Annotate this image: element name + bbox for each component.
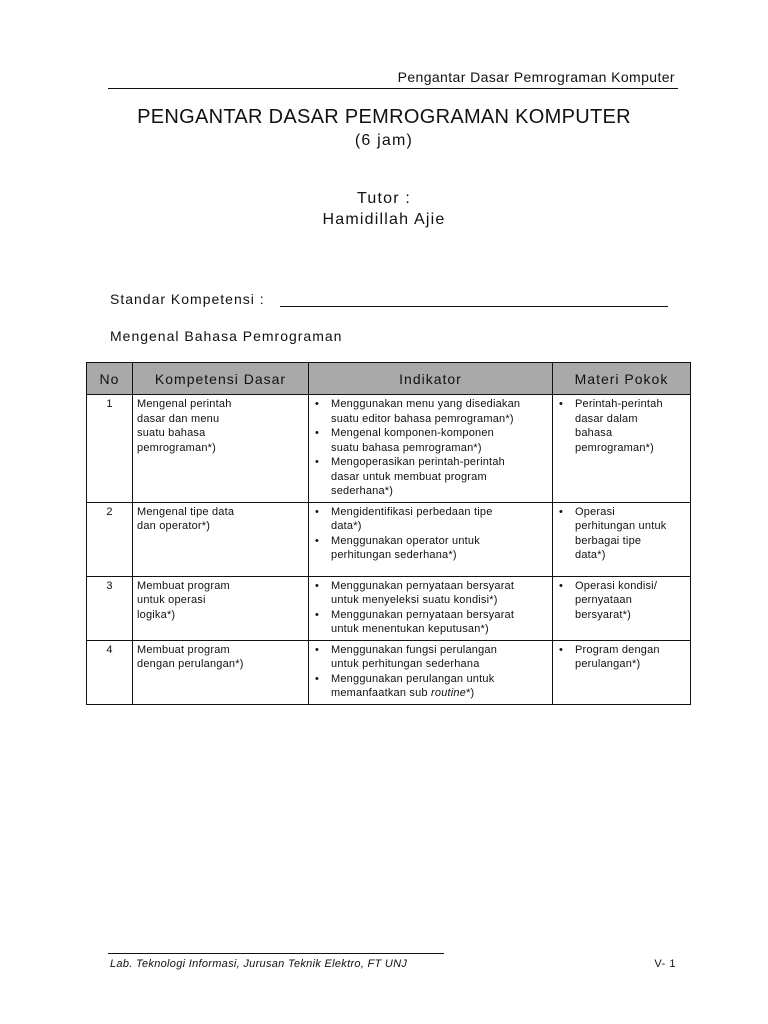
indikator-cell: [309, 576, 553, 640]
materi-item: [557, 643, 686, 672]
text-line: • Menggunakan pernyataan bersyarat: [331, 608, 515, 621]
text-line: bersyarat*): [575, 608, 631, 621]
row-number: 4: [87, 640, 133, 704]
materi-cell: [553, 502, 691, 576]
indikator-item: [313, 426, 548, 455]
kompetensi-cell: [133, 576, 309, 640]
text-segment: memanfaatkan sub: [331, 687, 432, 699]
indikator-cell: [309, 640, 553, 704]
text-line: pernyataan: [575, 594, 633, 606]
tutor-label: Tutor :: [356, 190, 412, 207]
running-header: Pengantar Dasar Pemrograman Komputer: [397, 69, 675, 85]
text-line: bahasa: [575, 427, 613, 439]
text-line: untuk perhitungan sederhana: [331, 658, 480, 670]
standard-competence-underline: [280, 306, 668, 307]
table-row: [87, 502, 691, 576]
text-line: untuk menyeleksi suatu kondisi*): [331, 594, 498, 606]
text-line: logika*): [137, 608, 176, 621]
text-line: Mengenal tipe data: [137, 505, 235, 518]
text-line: Membuat program: [137, 579, 230, 592]
duration: (6 jam): [354, 132, 414, 149]
kompetensi-cell: [133, 395, 309, 503]
table-header-row: [87, 363, 691, 395]
text-line: • Menggunakan operator untuk: [331, 534, 480, 547]
text-line: data*): [575, 549, 606, 561]
indikator-item: [313, 672, 548, 701]
text-line: • Operasi kondisi/: [575, 579, 658, 592]
text-line: untuk menentukan keputusan*): [331, 623, 489, 635]
text-line: untuk operasi: [137, 594, 206, 606]
text-line: • Program dengan: [575, 643, 660, 656]
standard-competence-value: Mengenal Bahasa Pemrograman: [110, 328, 343, 344]
text-line: • Menggunakan perulangan untuk: [331, 672, 495, 685]
text-line: dasar dan menu: [137, 412, 220, 425]
indikator-cell: [309, 395, 553, 503]
materi-item: [557, 397, 686, 455]
title-block: [0, 104, 768, 152]
text-line: • Operasi: [575, 505, 615, 518]
materi-item: [557, 579, 686, 623]
standard-competence-row: [110, 291, 668, 309]
tutor-name: Hamidillah Ajie: [322, 211, 446, 228]
table-row: [87, 395, 691, 503]
text-line: berbagai tipe: [575, 534, 642, 547]
table-row: [87, 576, 691, 640]
materi-item: [557, 505, 686, 563]
text-line: • Mengidentifikasi perbedaan tipe: [331, 505, 493, 518]
competency-table: [86, 362, 691, 705]
indikator-item: [313, 534, 548, 563]
text-line: pemrograman*): [137, 441, 217, 454]
text-line: Membuat program: [137, 643, 230, 656]
text-line: • Menggunakan menu yang disediakan: [331, 398, 521, 410]
text-segment: *): [466, 687, 475, 699]
table-row: [87, 640, 691, 704]
footer-text: Lab. Teknologi Informasi, Jurusan Teknik Elektro, FT UNJ: [110, 958, 408, 970]
indikator-item: [313, 643, 548, 672]
text-line: • Mengenal komponen-komponen: [331, 427, 494, 439]
text-line: dan operator*): [137, 520, 211, 532]
standard-competence-label: Standar Kompetensi :: [110, 291, 265, 307]
indikator-cell: [309, 502, 553, 576]
text-line: • Mengoperasikan perintah-perintah: [331, 456, 505, 468]
italic-term: routine: [431, 687, 467, 699]
text-line: [331, 686, 548, 701]
tutor-block: [0, 188, 768, 230]
text-line: data*): [331, 520, 362, 532]
text-line: dasar untuk membuat program: [331, 470, 487, 483]
row-number: 1: [87, 395, 133, 503]
kompetensi-cell: [133, 502, 309, 576]
materi-cell: [553, 576, 691, 640]
text-line: • Menggunakan pernyataan bersyarat: [331, 579, 515, 592]
indikator-item: [313, 608, 548, 637]
text-line: perulangan*): [575, 658, 641, 670]
footer-rule: [108, 953, 444, 954]
header-materi-pokok: Materi Pokok: [553, 363, 691, 395]
page-number: V- 1: [654, 958, 676, 970]
text-line: perhitungan untuk: [575, 520, 667, 532]
text-line: suatu bahasa: [137, 427, 206, 439]
text-line: dasar dalam: [575, 412, 638, 425]
kompetensi-cell: [133, 640, 309, 704]
row-number: 2: [87, 502, 133, 576]
text-line: • Perintah-perintah: [575, 398, 663, 410]
text-line: dengan perulangan*): [137, 658, 244, 670]
header-kompetensi-dasar: Kompetensi Dasar: [133, 363, 309, 395]
materi-cell: [553, 395, 691, 503]
indikator-item: [313, 455, 548, 499]
text-line: Mengenal perintah: [137, 398, 232, 410]
text-line: suatu editor bahasa pemrograman*): [331, 412, 514, 425]
text-line: • Menggunakan fungsi perulangan: [331, 643, 498, 656]
header-indikator: Indikator: [309, 363, 553, 395]
indikator-item: [313, 397, 548, 426]
header-no: No: [87, 363, 133, 395]
indikator-item: [313, 505, 548, 534]
materi-cell: [553, 640, 691, 704]
text-line: sederhana*): [331, 485, 394, 497]
header-rule: [108, 88, 678, 89]
text-line: suatu bahasa pemrograman*): [331, 441, 482, 454]
indikator-item: [313, 579, 548, 608]
row-number: 3: [87, 576, 133, 640]
text-line: perhitungan sederhana*): [331, 549, 457, 561]
page-title: PENGANTAR DASAR PEMROGRAMAN KOMPUTER: [137, 106, 631, 128]
text-line: pemrograman*): [575, 441, 655, 454]
